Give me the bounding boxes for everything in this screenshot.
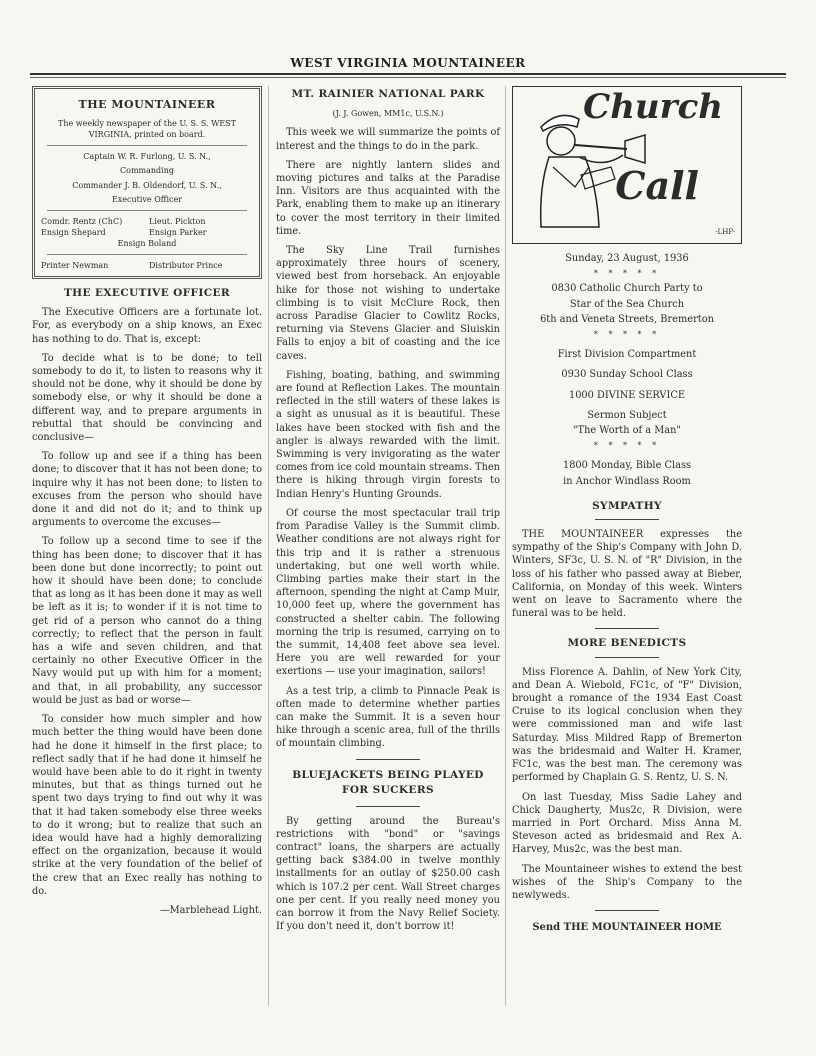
article-signature: —Marblehead Light. — [159, 904, 262, 916]
schedule-line: Sermon Subject — [587, 409, 667, 421]
divider — [47, 210, 247, 211]
article-paragraph: Miss Florence A. Dahlin, of New York City, and Dean A. Wiebold, FC1c, of "F" Division, brought a romance of the 1934 East Coast Cruise to its logical conclusion when they were commissioned man and wife last Saturday. Miss Mildred Rapp of Bremerton was the bridesmaid and Walter H. Kramer, FC1c, was the best man. The ceremony was performed by Chaplain G. S. Rentz, U. S. N. — [512, 666, 742, 784]
church-call-title: Church — [583, 87, 723, 127]
stars-divider: * * * * * — [593, 330, 661, 340]
send-home-notice: Send THE MOUNTAINEER HOME — [532, 922, 722, 934]
captain-name: Captain W. R. Furlong, U. S. N., — [83, 152, 211, 161]
masthead-box — [32, 86, 262, 279]
article-paragraph: Fishing, boating, bathing, and swimming are found at Reflection Lakes. The mountain reflected in the still waters of these lakes is a sight as unusual as it is beautiful. These lakes have been stocked with fish and the angler is always rewarded with the limit. Swimming is very invigorating as the water comes from ice cold mountain streams. Then there is hiking through virgin forests to Indian Henry's Hunting Grounds. — [276, 369, 500, 500]
article-paragraph: To follow up and see if a thing has been done; to discover that it has not been done; to inquire why it has not been done; to listen to excuses from the person who should have done it and did not do it; and to think up arguments to overcome the excuses— — [32, 451, 262, 529]
schedule-line: First Division Compartment — [557, 349, 697, 361]
divider — [356, 806, 420, 807]
captain-role: Commanding — [120, 166, 174, 175]
staff-member: Ensign Parker — [149, 228, 207, 237]
header-rule-thin — [30, 77, 786, 78]
church-call-date: Sunday, 23 August, 1936 — [565, 253, 689, 264]
article-paragraph: To follow up a second time to see if the thing has been done; to discover that it has been done but done incorrectly; to point out how it should have been done; to conclude that as long as it has been done it may as well be left as it is; to wonder if it is not time to get rid of a person who cannot do a thing correctly; to reflect that the person in fault has a wife and seven children, and that certainly no other Executive Officer in the Navy would put up with him for a moment; and that, in all probability, any successor would be just as bad or worse— — [32, 536, 262, 706]
article-paragraph: THE MOUNTAINEER expresses the sympathy of the Ship's Company with John D. Winters, SF3c, U. S. N. of "R" Division, in the loss of his father who passed away at Bieber, California, on Monday of this week. Winters went on leave to Sacramento where the funeral was to be held. — [512, 529, 742, 620]
rainier-heading: MT. RAINIER NATIONAL PARK — [291, 88, 485, 100]
commander-role: Executive Officer — [111, 195, 183, 204]
article-paragraph: The Mountaineer wishes to extend the best wishes of the Ship's Company to the newlyweds. — [512, 863, 742, 901]
commander-name: Commander J. B. Oldendorf, U. S. N., — [72, 181, 222, 190]
article-paragraph: On last Tuesday, Miss Sadie Lahey and Chick Daugherty, Mus2c, R Division, were married in Port Orchard. Miss Anna M. Steveson acted as bridesmaid and Rex A. Harvey, Mus2c, was the best man. — [512, 791, 742, 856]
article-paragraph: The Executive Officers are a fortunate lot. For, as everybody on a ship knows, an Exec has nothing to do. That is, except: — [32, 307, 262, 345]
sympathy-heading: SYMPATHY — [592, 499, 662, 512]
article-paragraph: As a test trip, a climb to Pinnacle Peak is often made to determine whether parties can make the Summit. It is a seven hour hike through a scenic area, full of the thrills of mountain climbing. — [276, 685, 500, 750]
schedule-line: "The Worth of a Man" — [573, 425, 681, 437]
church-call-illustration — [512, 86, 742, 244]
divider — [47, 254, 247, 255]
church-call-title: Call — [615, 163, 699, 208]
column-right — [512, 86, 742, 934]
distributor: Distributor Prince — [149, 261, 223, 270]
masthead-title: THE MOUNTAINEER — [78, 98, 216, 111]
column-divider — [505, 86, 506, 1006]
schedule-line: 0830 Catholic Church Party to — [551, 283, 703, 295]
article-paragraph: The Sky Line Trail furnishes approximately three hours of scenery, viewed best from horseback. An enjoyable hike for those not wishing to undertake climbing is to visit McClure Rock, then across Paradise Glacier to Cowlitz Rocks, returning via Stevens Glacier and Sluiskin Falls to enjoy a bit of coasting and the ice caves. — [276, 245, 500, 362]
article-paragraph: By getting around the Bureau's restrictions with "bond" or "savings contract" loans, the sharpers are actually getting back $384.00 in twelve monthly installments for an outlay of $250.00 cash which is 107.2 per cent. Wall Street charges one per cent. If you really need money you can borrow it from the Navy Relief Society. If you don't need it, don't borrow it! — [276, 815, 500, 933]
article-paragraph: There are nightly lantern slides and moving pictures and talks at the Paradise Inn. Visitors are thus acquainted with the Park, enabling them to make up an itinerary to cover the most territory in their limited time. — [276, 159, 500, 237]
schedule-line: Star of the Sea Church — [569, 298, 685, 310]
schedule-line: 1800 Monday, Bible Class — [562, 460, 692, 472]
article-paragraph: Of course the most spectacular trail trip from Paradise Valley is the Summit climb. Weather conditions are not always right for this trip and it is rather a strenuous undertaking, but one well worth while. Climbing parties make their start in the afternoon, spending the night at Camp Muir, 10,000 feet up, where the government has constructed a shelter cabin. The following morning the trip is resumed, carrying on to the summit, 14,408 feet above sea level. Here you are well rewarded for your exertions — use your imagination, sailors! — [276, 507, 500, 678]
header-rule — [30, 73, 786, 75]
executive-officer-heading: THE EXECUTIVE OFFICER — [63, 287, 231, 299]
column-middle — [276, 86, 500, 939]
printer: Printer Newman — [41, 261, 109, 270]
masthead-description: The weekly newspaper of the U. S. S. WEST VIRGINIA, printed on board. — [57, 119, 236, 139]
staff-member: Ensign Boland — [117, 239, 177, 248]
bluejackets-heading-line: FOR SUCKERS — [342, 783, 434, 796]
divider — [595, 657, 659, 658]
divider — [356, 759, 420, 760]
article-paragraph: This week we will summarize the points of interest and the things to do in the park. — [276, 127, 500, 152]
stars-divider: * * * * * — [593, 269, 661, 279]
artist-signature: -LHP- — [715, 227, 735, 236]
printer-row — [41, 260, 253, 271]
bluejackets-heading-line: BLUEJACKETS BEING PLAYED — [292, 768, 484, 781]
divider — [47, 145, 247, 146]
staff-member: Ensign Shepard — [41, 228, 106, 237]
schedule-line: 1000 DIVINE SERVICE — [568, 389, 686, 401]
divider — [595, 910, 659, 911]
schedule-line: 6th and Veneta Streets, Bremerton — [540, 313, 714, 325]
schedule-line: 0930 Sunday School Class — [561, 369, 693, 381]
page-header-title: WEST VIRGINIA MOUNTAINEER — [290, 56, 526, 70]
benedicts-heading: MORE BENEDICTS — [567, 637, 687, 650]
rainier-byline: (J. J. Gowen, MM1c, U.S.N.) — [332, 109, 444, 119]
column-divider — [268, 86, 269, 1006]
staff-member: Comdr. Rentz (ChC) — [41, 217, 123, 226]
staff-member: Lieut. Pickton — [149, 217, 206, 226]
article-paragraph: To decide what is to be done; to tell somebody to do it, to listen to reasons why it should not be done, why it should be done by somebody else, or why it should be done a different way, and to prepare arguments in rebuttal that should be convincing and conclusive— — [32, 352, 262, 444]
schedule-line: in Anchor Windlass Room — [563, 475, 691, 487]
divider — [595, 628, 659, 629]
stars-divider: * * * * * — [593, 441, 661, 451]
staff-list — [41, 216, 253, 238]
bluejackets-heading — [276, 768, 500, 798]
column-left — [32, 86, 262, 917]
article-paragraph: To consider how much simpler and how much better the thing would have been done had he done it himself in the first place; to reflect sadly that if he had done it himself he would have been able to do it right in twenty minutes, but that as things turned out he spent two days trying to find out why it was that it had taken somebody else three weeks to do it wrong; but to realize that such an idea would have had a highly demoralizing effect on the organization, because it would strike at the very foundation of the belief of the crew that an Exec really has nothing to do. — [32, 714, 262, 897]
divider — [595, 519, 659, 520]
